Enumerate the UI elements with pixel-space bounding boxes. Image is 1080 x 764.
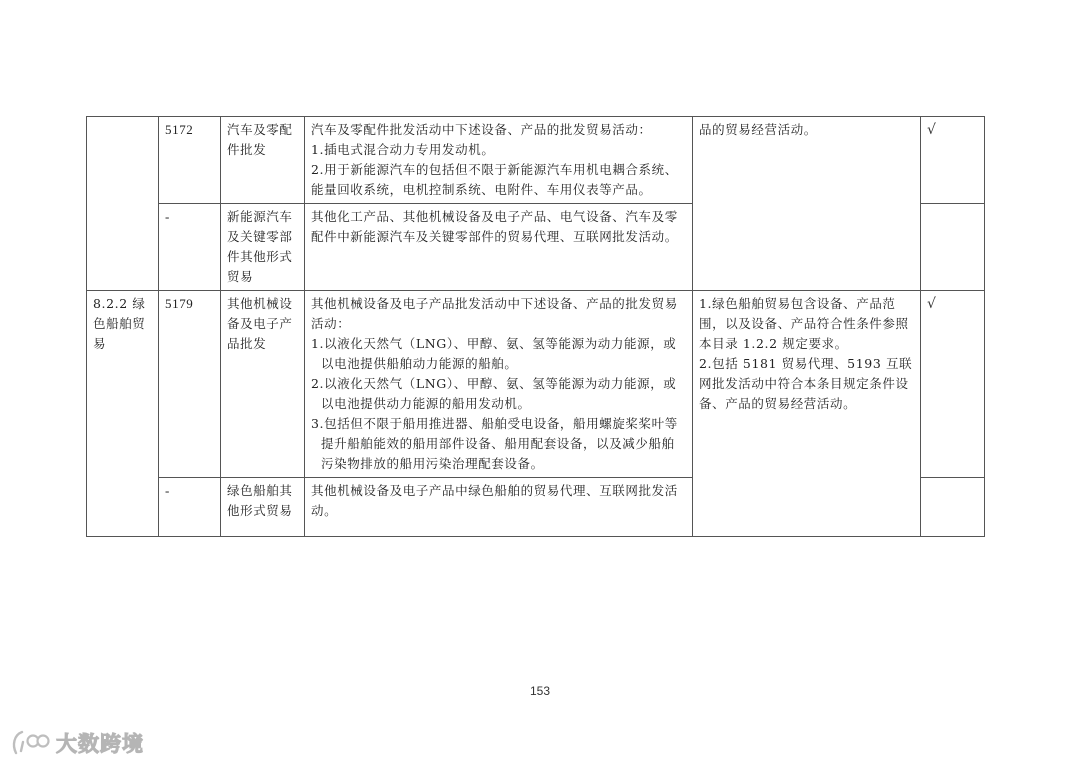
content-cell: [305, 204, 693, 291]
content-cell: [305, 478, 693, 537]
code-cell: -: [159, 478, 221, 537]
code-cell: -: [159, 204, 221, 291]
note-cell: [693, 291, 921, 537]
content-line: 其他机械设备及电子产品中绿色船舶的贸易代理、互联网批发活动。: [311, 483, 678, 518]
name-cell: 绿色船舶其他形式贸易: [221, 478, 305, 537]
check-cell: √: [921, 117, 985, 204]
check-cell: [921, 204, 985, 291]
content-cell: [305, 117, 693, 204]
note-line: 2.包括 5181 贸易代理、5193 互联网批发活动中符合本条目规定条件设备、产品的贸易经营活动。: [699, 356, 913, 411]
content-line: 2.用于新能源汽车的包括但不限于新能源汽车用机电耦合系统、能量回收系统，电机控制系统、电附件、车用仪表等产品。: [311, 162, 678, 197]
note-line: 1.绿色船舶贸易包含设备、产品范围，以及设备、产品符合性条件参照本目录 1.2.2 规定要求。: [699, 296, 909, 351]
check-cell: [921, 478, 985, 537]
industry-classification-table: [86, 116, 985, 537]
content-line: 其他化工产品、其他机械设备及电子产品、电气设备、汽车及零配件中新能源汽车及关键零部件的贸易代理、互联网批发活动。: [311, 209, 678, 244]
watermark-text: 大数跨境: [56, 732, 144, 756]
page-number: 153: [529, 684, 551, 698]
table-row: [87, 117, 985, 204]
watermark: [10, 726, 144, 760]
name-cell: 汽车及零配件批发: [221, 117, 305, 204]
content-line: 其他机械设备及电子产品批发活动中下述设备、产品的批发贸易活动：: [311, 296, 678, 331]
content-line: 汽车及零配件批发活动中下述设备、产品的批发贸易活动：: [311, 122, 652, 137]
code-cell: 5172: [159, 117, 221, 204]
code-cell: 5179: [159, 291, 221, 478]
content-line: 1.插电式混合动力专用发动机。: [311, 142, 495, 157]
name-cell: 新能源汽车及关键零部件其他形式贸易: [221, 204, 305, 291]
content-line: 3.包括但不限于船用推进器、船舶受电设备，船用螺旋桨桨叶等提升船舶能效的船用部件设备、船用配套设备，以及减少船舶污染物排放的船用污染治理配套设备。: [311, 416, 678, 471]
content-line: 2.以液化天然气（LNG）、甲醇、氨、氢等能源为动力能源，或以电池提供动力能源的船用发动机。: [311, 376, 677, 411]
content-cell: [305, 291, 693, 478]
check-cell: √: [921, 291, 985, 478]
name-cell: 其他机械设备及电子产品批发: [221, 291, 305, 478]
category-cell: [87, 117, 159, 291]
category-cell: 8.2.2 绿色船舶贸易: [87, 291, 159, 537]
watermark-logo-icon: [10, 727, 52, 759]
content-line: 1.以液化天然气（LNG）、甲醇、氨、氢等能源为动力能源，或以电池提供船舶动力能源的船舶。: [311, 336, 677, 371]
table-row: [87, 291, 985, 478]
note-cell: 品的贸易经营活动。: [693, 117, 921, 291]
